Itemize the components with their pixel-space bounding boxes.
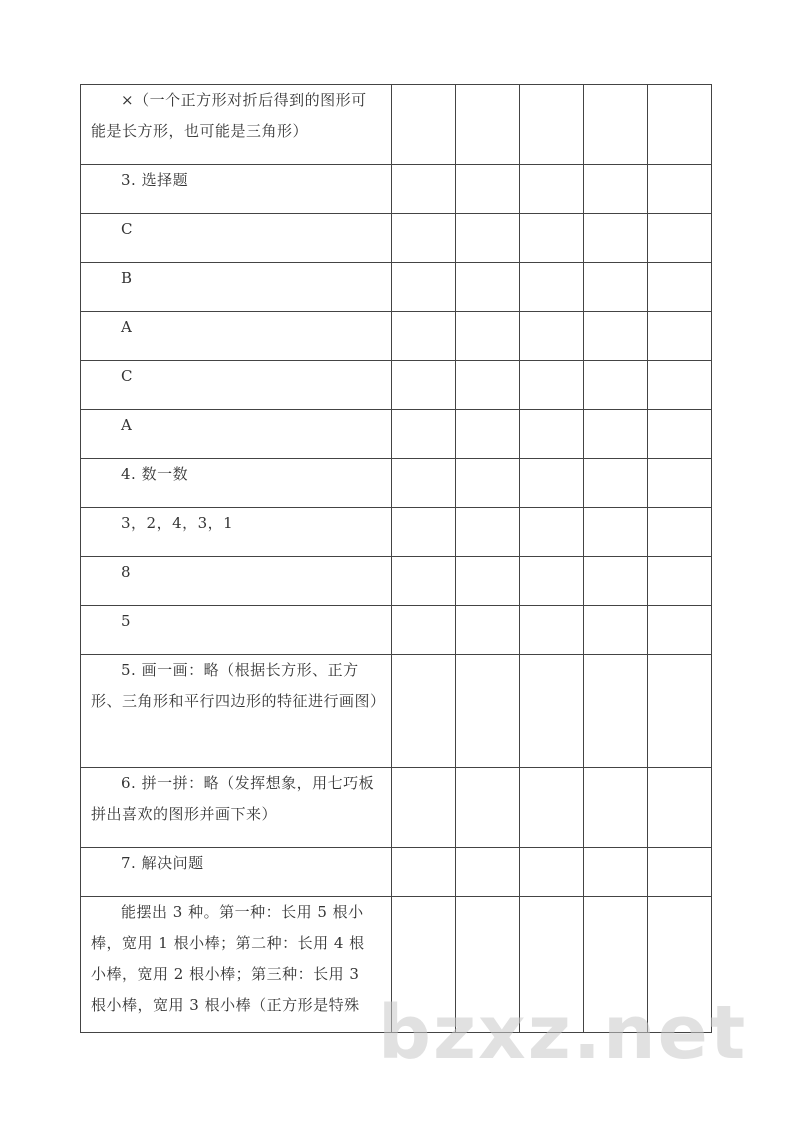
blank-score-cell [456,85,520,165]
blank-score-cell [584,312,648,361]
blank-score-cell [520,85,584,165]
answer-cell [81,848,392,897]
answer-cell [81,263,392,312]
blank-score-cell [456,459,520,508]
answer-cell [81,410,392,459]
table-row [81,361,712,410]
answer-text: 7. 解决问题 [121,854,204,872]
answer-text: C [121,220,133,238]
answer-table-body [81,85,712,1033]
answer-text: 5 [121,612,132,630]
blank-score-cell [584,361,648,410]
blank-score-cell [584,410,648,459]
answer-text: A [121,318,133,336]
answer-text: 能摆出 3 种。第一种：长用 5 根小棒，宽用 1 根小棒；第二种：长用 4 根小棒，宽用 2 根小棒；第三种：长用 3 根小棒，宽用 3 根小棒（正方形是特殊 [91,903,365,1014]
blank-score-cell [456,606,520,655]
answer-cell [81,768,392,848]
blank-score-cell [520,655,584,768]
answer-text: ×（一个正方形对折后得到的图形可能是长方形，也可能是三角形） [91,91,367,140]
blank-score-cell [520,768,584,848]
blank-score-cell [456,410,520,459]
blank-score-cell [392,557,456,606]
blank-score-cell [584,459,648,508]
blank-score-cell [584,606,648,655]
blank-score-cell [584,655,648,768]
answer-cell [81,165,392,214]
answer-text: A [121,416,133,434]
blank-score-cell [456,312,520,361]
watermark-text: bzxz.net [378,990,748,1076]
answer-cell [81,312,392,361]
blank-score-cell [392,410,456,459]
blank-score-cell [648,410,712,459]
blank-score-cell [456,165,520,214]
blank-score-cell [648,557,712,606]
answer-cell [81,459,392,508]
blank-score-cell [584,508,648,557]
blank-score-cell [520,848,584,897]
blank-score-cell [520,557,584,606]
answer-text: B [121,269,133,287]
blank-score-cell [648,165,712,214]
blank-score-cell [456,557,520,606]
table-row [81,848,712,897]
blank-score-cell [648,655,712,768]
answer-text: 6. 拼一拼：略（发挥想象，用七巧板拼出喜欢的图形并画下来） [91,774,375,823]
table-row [81,606,712,655]
blank-score-cell [648,848,712,897]
blank-score-cell [584,165,648,214]
blank-score-cell [520,508,584,557]
answer-text: 3. 选择题 [121,171,189,189]
blank-score-cell [648,508,712,557]
blank-score-cell [456,508,520,557]
answer-text: 3，2，4，3，1 [121,514,234,532]
blank-score-cell [456,214,520,263]
blank-score-cell [648,214,712,263]
blank-score-cell [520,606,584,655]
answer-text: 8 [121,563,132,581]
answer-cell [81,508,392,557]
blank-score-cell [648,263,712,312]
table-row [81,312,712,361]
table-row [81,410,712,459]
answer-text: 4. 数一数 [121,465,189,483]
blank-score-cell [520,214,584,263]
blank-score-cell [456,361,520,410]
blank-score-cell [584,263,648,312]
blank-score-cell [520,410,584,459]
blank-score-cell [392,214,456,263]
blank-score-cell [392,508,456,557]
blank-score-cell [392,768,456,848]
blank-score-cell [648,768,712,848]
blank-score-cell [584,848,648,897]
answer-cell [81,85,392,165]
blank-score-cell [520,165,584,214]
table-row [81,85,712,165]
table-row [81,508,712,557]
blank-score-cell [648,361,712,410]
blank-score-cell [392,85,456,165]
answer-cell [81,214,392,263]
blank-score-cell [648,606,712,655]
table-row [81,655,712,768]
table-row [81,263,712,312]
answer-cell [81,557,392,606]
table-row [81,768,712,848]
blank-score-cell [392,459,456,508]
blank-score-cell [392,312,456,361]
table-row [81,214,712,263]
table-row [81,557,712,606]
blank-score-cell [392,165,456,214]
blank-score-cell [520,361,584,410]
table-row [81,459,712,508]
answer-cell [81,361,392,410]
answer-cell [81,897,392,1033]
blank-score-cell [392,606,456,655]
table-row [81,165,712,214]
blank-score-cell [648,459,712,508]
blank-score-cell [584,557,648,606]
blank-score-cell [456,263,520,312]
blank-score-cell [584,768,648,848]
blank-score-cell [584,214,648,263]
answer-table [80,84,712,1033]
answer-text: C [121,367,133,385]
answer-text: 5. 画一画：略（根据长方形、正方形、三角形和平行四边形的特征进行画图） [91,661,386,710]
answer-cell [81,655,392,768]
blank-score-cell [456,655,520,768]
blank-score-cell [392,263,456,312]
blank-score-cell [456,768,520,848]
blank-score-cell [392,361,456,410]
blank-score-cell [648,312,712,361]
blank-score-cell [456,848,520,897]
blank-score-cell [648,85,712,165]
blank-score-cell [520,263,584,312]
blank-score-cell [392,655,456,768]
blank-score-cell [584,85,648,165]
blank-score-cell [520,459,584,508]
blank-score-cell [520,312,584,361]
answer-cell [81,606,392,655]
blank-score-cell [392,848,456,897]
